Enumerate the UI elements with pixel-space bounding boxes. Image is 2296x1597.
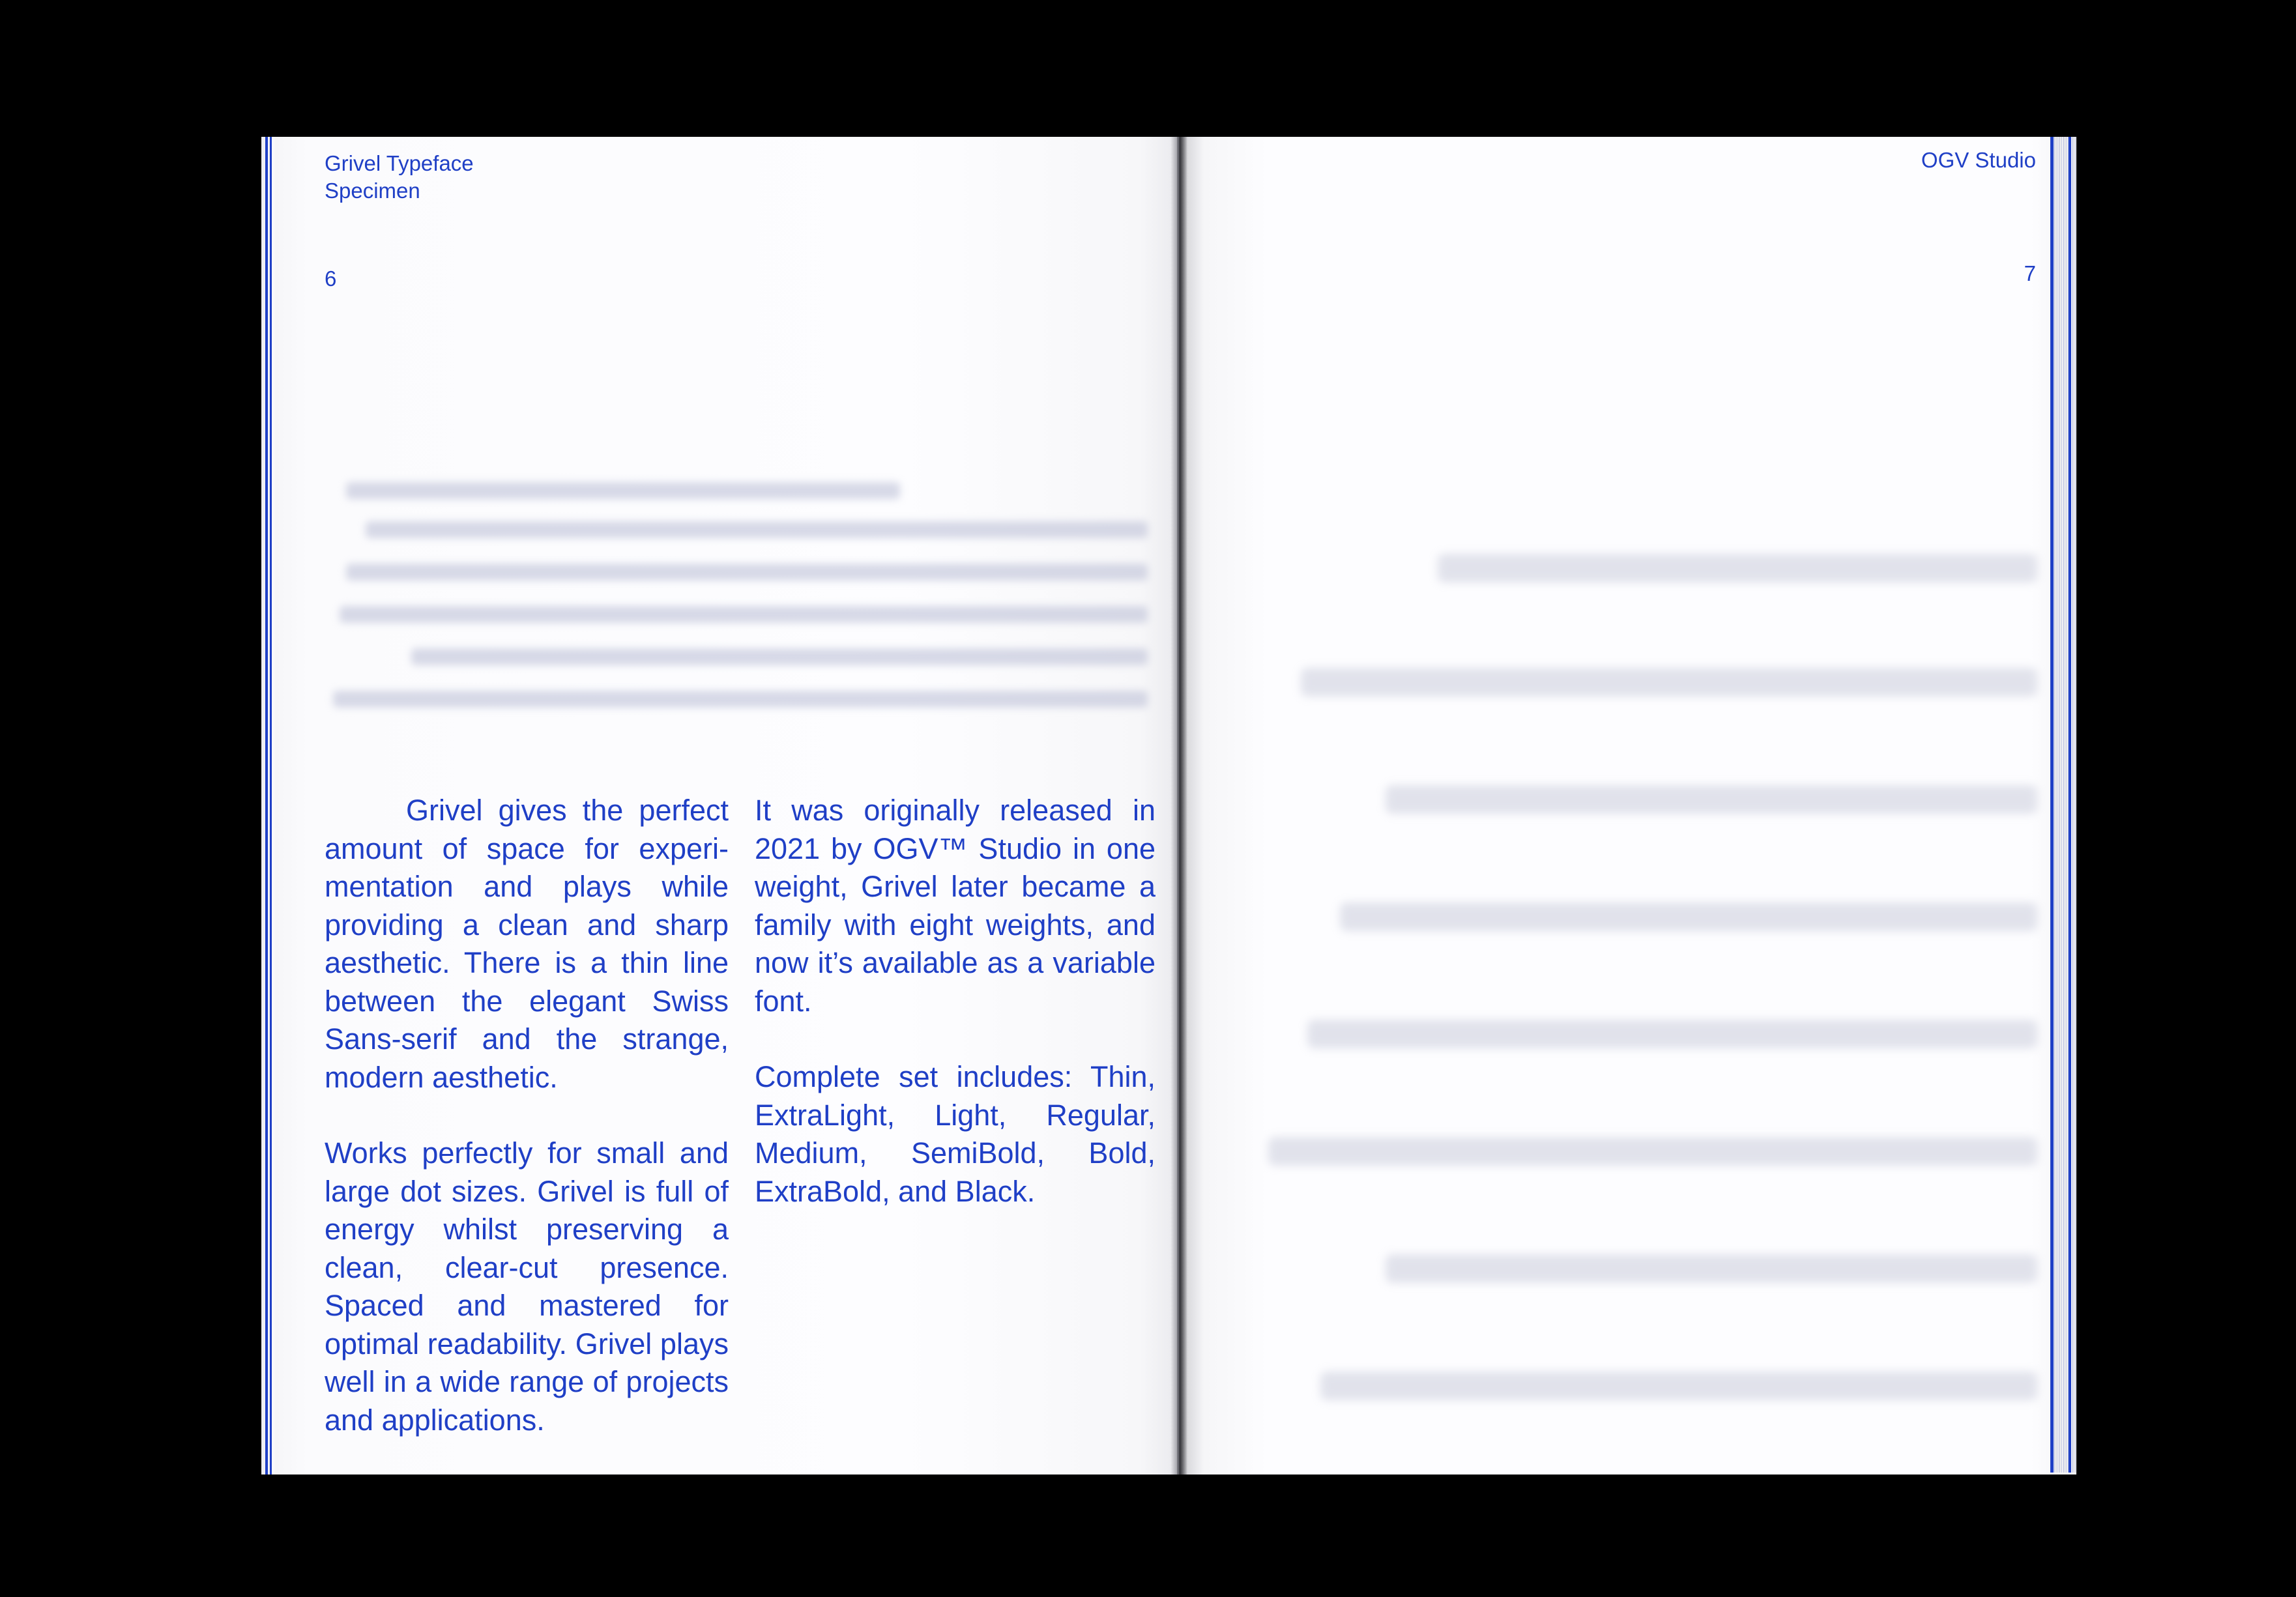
right-page-edge <box>2050 137 2076 1473</box>
text-column-2 <box>755 792 1155 1248</box>
show-through-line <box>346 564 1148 581</box>
paragraph: Grivel gives the perfect amount of space for experimentation and plays while providing a clean and sharp aesthetic. There is a thin line between the elegant Swiss Sans-serif and the strange, modern aesthetic. <box>325 794 729 1094</box>
running-head-studio: OGV Studio <box>1921 148 2036 172</box>
running-head-line-1: Grivel Typeface <box>325 151 474 175</box>
left-page <box>261 137 1177 1475</box>
book-gutter <box>1170 137 1187 1475</box>
page-edge-stripe <box>270 137 272 1475</box>
paragraph: It was originally released in 2021 by OGV™ Studio in one weight, Grivel later became a family with eight weights, and now it’s available as a variable font. <box>755 794 1155 1018</box>
show-through-line <box>366 521 1148 538</box>
page-edge-stripe <box>2050 137 2054 1473</box>
page-edge-stripe <box>2069 137 2071 1473</box>
show-through-line <box>1307 1020 2037 1048</box>
show-through-line <box>1386 785 2037 814</box>
book-spread <box>261 137 2076 1475</box>
show-through-line <box>1320 1372 2037 1400</box>
text-column-1 <box>325 792 729 1475</box>
left-page-edge <box>261 137 274 1475</box>
running-head-title <box>325 150 474 205</box>
body-text <box>325 792 1159 1469</box>
page-number-right: 7 <box>2024 261 2036 285</box>
show-through-line <box>1268 1137 2037 1166</box>
show-through-line <box>411 648 1148 665</box>
show-through-text <box>1223 554 2037 1466</box>
running-head-line-2: Specimen <box>325 179 420 203</box>
paragraph: Complete set includes: Thin, ExtraLight, Light, Regular, Medium, SemiBold, Bold, ExtraBold, and Black. <box>755 1060 1155 1208</box>
show-through-line <box>1301 668 2037 697</box>
show-through-line <box>340 606 1148 623</box>
paragraph: Works perfectly for small and large dot sizes. Grivel is full of energy whilst preserving a clean, clear-cut presence. Spaced and mastered for optimal readability. Grivel plays well in a wide range of projects and applications. <box>325 1136 729 1437</box>
show-through-line <box>1340 902 2037 931</box>
show-through-line <box>1386 1254 2037 1283</box>
page-number-left: 6 <box>325 266 337 291</box>
show-through-line <box>333 691 1148 708</box>
show-through-line <box>346 482 900 499</box>
show-through-line <box>1438 554 2037 583</box>
page-edge-stripe <box>265 137 268 1475</box>
right-page <box>1177 137 2076 1475</box>
